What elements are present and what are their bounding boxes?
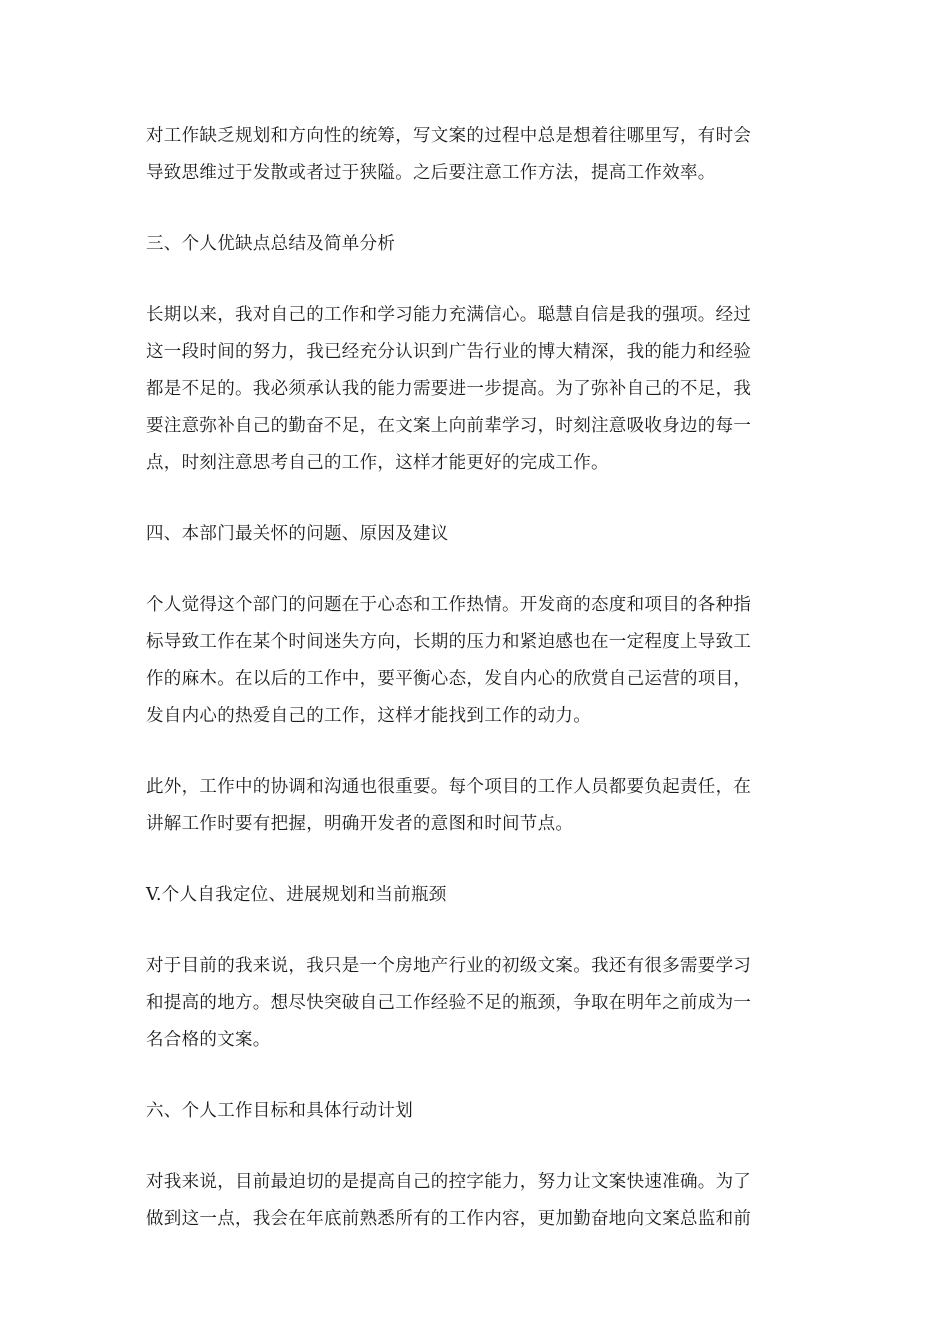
text-line: 标导致工作在某个时间迷失方向，长期的压力和紧迫感也在一定程度上导致工 (146, 632, 752, 652)
paragraph-communication (146, 769, 798, 843)
paragraph-goals-plan (146, 1164, 798, 1238)
text-line: 这一段时间的努力，我已经充分认识到广告行业的博大精深，我的能力和经验 (146, 342, 752, 362)
text-line: 对我来说，目前最迫切的是提高自己的控字能力，努力让文案快速准确。为了 (146, 1172, 752, 1192)
text-line: 个人觉得这个部门的问题在于心态和工作热情。开发商的态度和项目的各种指 (146, 595, 752, 615)
text-line: 作的麻木。在以后的工作中，要平衡心态，发自内心的欣赏自己运营的项目， (146, 669, 752, 689)
text-line: 名合格的文案。 (146, 1030, 271, 1050)
paragraph-work-planning (146, 118, 798, 192)
paragraph-strengths-weaknesses (146, 297, 798, 482)
text-line: 和提高的地方。想尽快突破自己工作经验不足的瓶颈，争取在明年之前成为一 (146, 993, 752, 1013)
text-line: 此外，工作中的协调和沟通也很重要。每个项目的工作人员都要负起责任，在 (146, 777, 752, 797)
section-heading-3: 三、个人优缺点总结及简单分析 (146, 234, 396, 254)
paragraph-self-positioning (146, 948, 798, 1059)
text-line: 讲解工作时要有把握，明确开发者的意图和时间节点。 (146, 814, 574, 834)
paragraph-department-issues (146, 587, 798, 735)
text-line: 要注意弥补自己的勤奋不足，在文案上向前辈学习，时刻注意吸收身边的每一 (146, 416, 752, 436)
text-line: 做到这一点，我会在年底前熟悉所有的工作内容，更加勤奋地向文案总监和前 (146, 1209, 752, 1229)
text-line: 导致思维过于发散或者过于狭隘。之后要注意工作方法，提高工作效率。 (146, 163, 716, 183)
section-heading-5: V.个人自我定位、进展规划和当前瓶颈 (146, 885, 447, 905)
document-page (146, 118, 798, 1238)
text-line: 长期以来，我对自己的工作和学习能力充满信心。聪慧自信是我的强项。经过 (146, 305, 752, 325)
text-line: 点，时刻注意思考自己的工作，这样才能更好的完成工作。 (146, 453, 609, 473)
section-heading-4: 四、本部门最关怀的问题、原因及建议 (146, 524, 449, 544)
text-line: 对工作缺乏规划和方向性的统筹，写文案的过程中总是想着往哪里写，有时会 (146, 126, 752, 146)
text-line: 对于目前的我来说，我只是一个房地产行业的初级文案。我还有很多需要学习 (146, 956, 752, 976)
text-line: 发自内心的热爱自己的工作，这样才能找到工作的动力。 (146, 706, 591, 726)
text-line: 都是不足的。我必须承认我的能力需要进一步提高。为了弥补自己的不足，我 (146, 379, 752, 399)
section-heading-6: 六、个人工作目标和具体行动计划 (146, 1101, 413, 1121)
